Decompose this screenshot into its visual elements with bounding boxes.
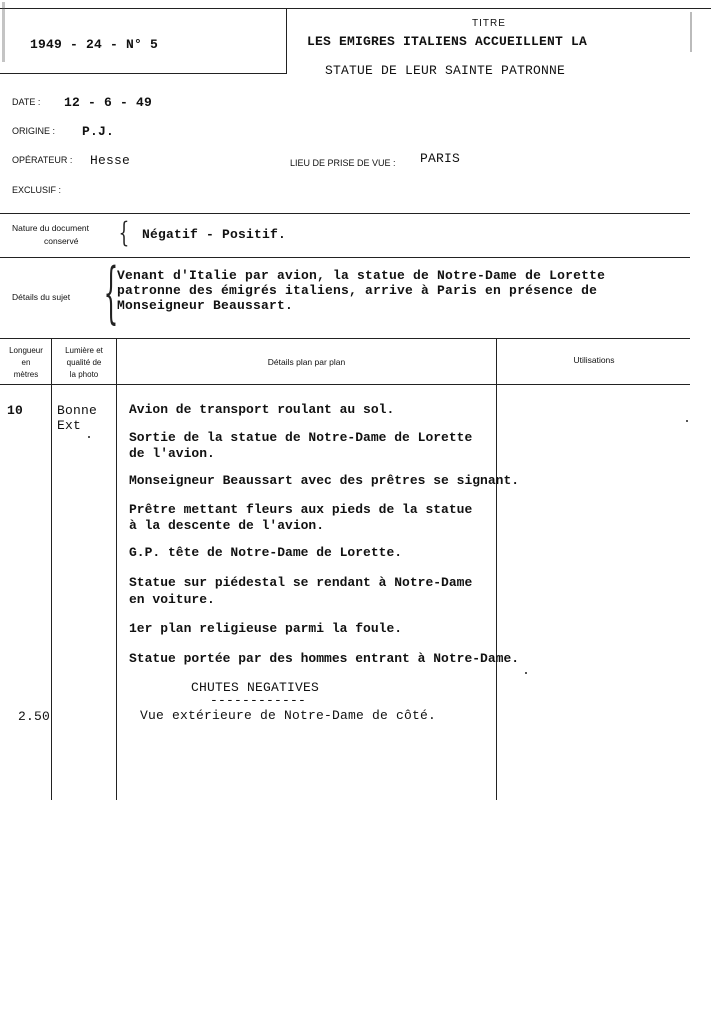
lieu-label: LIEU DE PRISE DE VUE :: [290, 158, 396, 168]
row-light-line-2: Ext: [57, 418, 82, 433]
scan-speck: [690, 12, 692, 52]
shot-line: Sortie de la statue de Notre-Dame de Lorette: [129, 430, 473, 445]
reference-number: 1949 - 24 - N° 5: [30, 37, 159, 52]
column-header-length: [0, 345, 52, 381]
row-light-line-1: Bonne: [57, 403, 98, 418]
shot-line: en voiture.: [129, 592, 215, 607]
nature-label-line-2: conservé: [44, 236, 79, 246]
details-label: Détails du sujet: [12, 292, 71, 302]
title-line-1: LES EMIGRES ITALIENS ACCUEILLENT LA: [307, 34, 588, 49]
title-line-2: STATUE DE LEUR SAINTE PATRONNE: [325, 63, 566, 78]
shot-line: Statue sur piédestal se rendant à Notre-Dame: [129, 575, 473, 590]
lieu-value: PARIS: [420, 151, 461, 166]
shot-line: G.P. tête de Notre-Dame de Lorette.: [129, 545, 403, 560]
shot-line: à la descente de l'avion.: [129, 518, 325, 533]
nature-brace: {: [118, 216, 130, 249]
column-header-usage: Utilisations: [573, 355, 615, 365]
exclusif-label: EXCLUSIF :: [12, 185, 62, 195]
column-header-light-line-1: Lumière et: [65, 346, 103, 355]
column-header-length-line-2: en: [21, 358, 31, 367]
shot-line: Prêtre mettant fleurs aux pieds de la statue: [129, 502, 473, 517]
scan-speck: [525, 672, 527, 674]
operateur-value: Hesse: [90, 153, 131, 168]
top-rule: [0, 8, 711, 9]
scan-speck: [88, 436, 90, 438]
meta-bottom-rule: [0, 213, 690, 214]
column-rule-3: [496, 338, 497, 800]
scan-speck: [2, 2, 5, 62]
shot-line: 1er plan religieuse parmi la foule.: [129, 621, 403, 636]
row-length: 10: [7, 403, 24, 418]
details-line-3: Monseigneur Beaussart.: [117, 298, 294, 313]
column-rule-1: [51, 338, 52, 800]
column-header-length-line-3: mètres: [13, 370, 39, 379]
nature-value: Négatif - Positif.: [142, 227, 287, 242]
table-header-bottom-rule: [0, 384, 690, 385]
column-header-length-line-1: Longueur: [9, 346, 43, 355]
header-divider: [286, 8, 287, 74]
nature-label-line-1: Nature du document: [12, 223, 90, 233]
date-label: DATE :: [12, 97, 41, 107]
chutes-length: 2.50: [18, 709, 51, 724]
column-header-light: [52, 345, 116, 381]
details-brace: {: [103, 254, 119, 331]
shot-line: Monseigneur Beaussart avec des prêtres se signant.: [129, 473, 520, 488]
chutes-underline: ------------: [210, 693, 307, 708]
details-bottom-rule: [0, 338, 690, 339]
shot-line: Avion de transport roulant au sol.: [129, 402, 395, 417]
column-header-light-line-3: la photo: [69, 370, 99, 379]
operateur-label: OPÉRATEUR :: [12, 155, 73, 165]
details-line-2: patronne des émigrés italiens, arrive à Paris en présence de: [117, 283, 598, 298]
title-label: TITRE: [472, 18, 506, 29]
origine-label: ORIGINE :: [12, 126, 56, 136]
chutes-heading: CHUTES NEGATIVES: [191, 680, 320, 695]
date-value: 12 - 6 - 49: [64, 95, 153, 110]
column-rule-2: [116, 338, 117, 800]
chutes-line: Vue extérieure de Notre-Dame de côté.: [140, 708, 437, 723]
column-header-light-line-2: qualité de: [66, 358, 102, 367]
column-header-details: Détails plan par plan: [267, 357, 346, 367]
scan-speck: [686, 420, 688, 422]
shot-line: Statue portée par des hommes entrant à Notre-Dame.: [129, 651, 520, 666]
reference-box-bottom-rule: [0, 73, 287, 74]
details-line-1: Venant d'Italie par avion, la statue de Notre-Dame de Lorette: [117, 268, 606, 283]
shot-line: de l'avion.: [129, 446, 215, 461]
origine-value: P.J.: [82, 124, 115, 139]
